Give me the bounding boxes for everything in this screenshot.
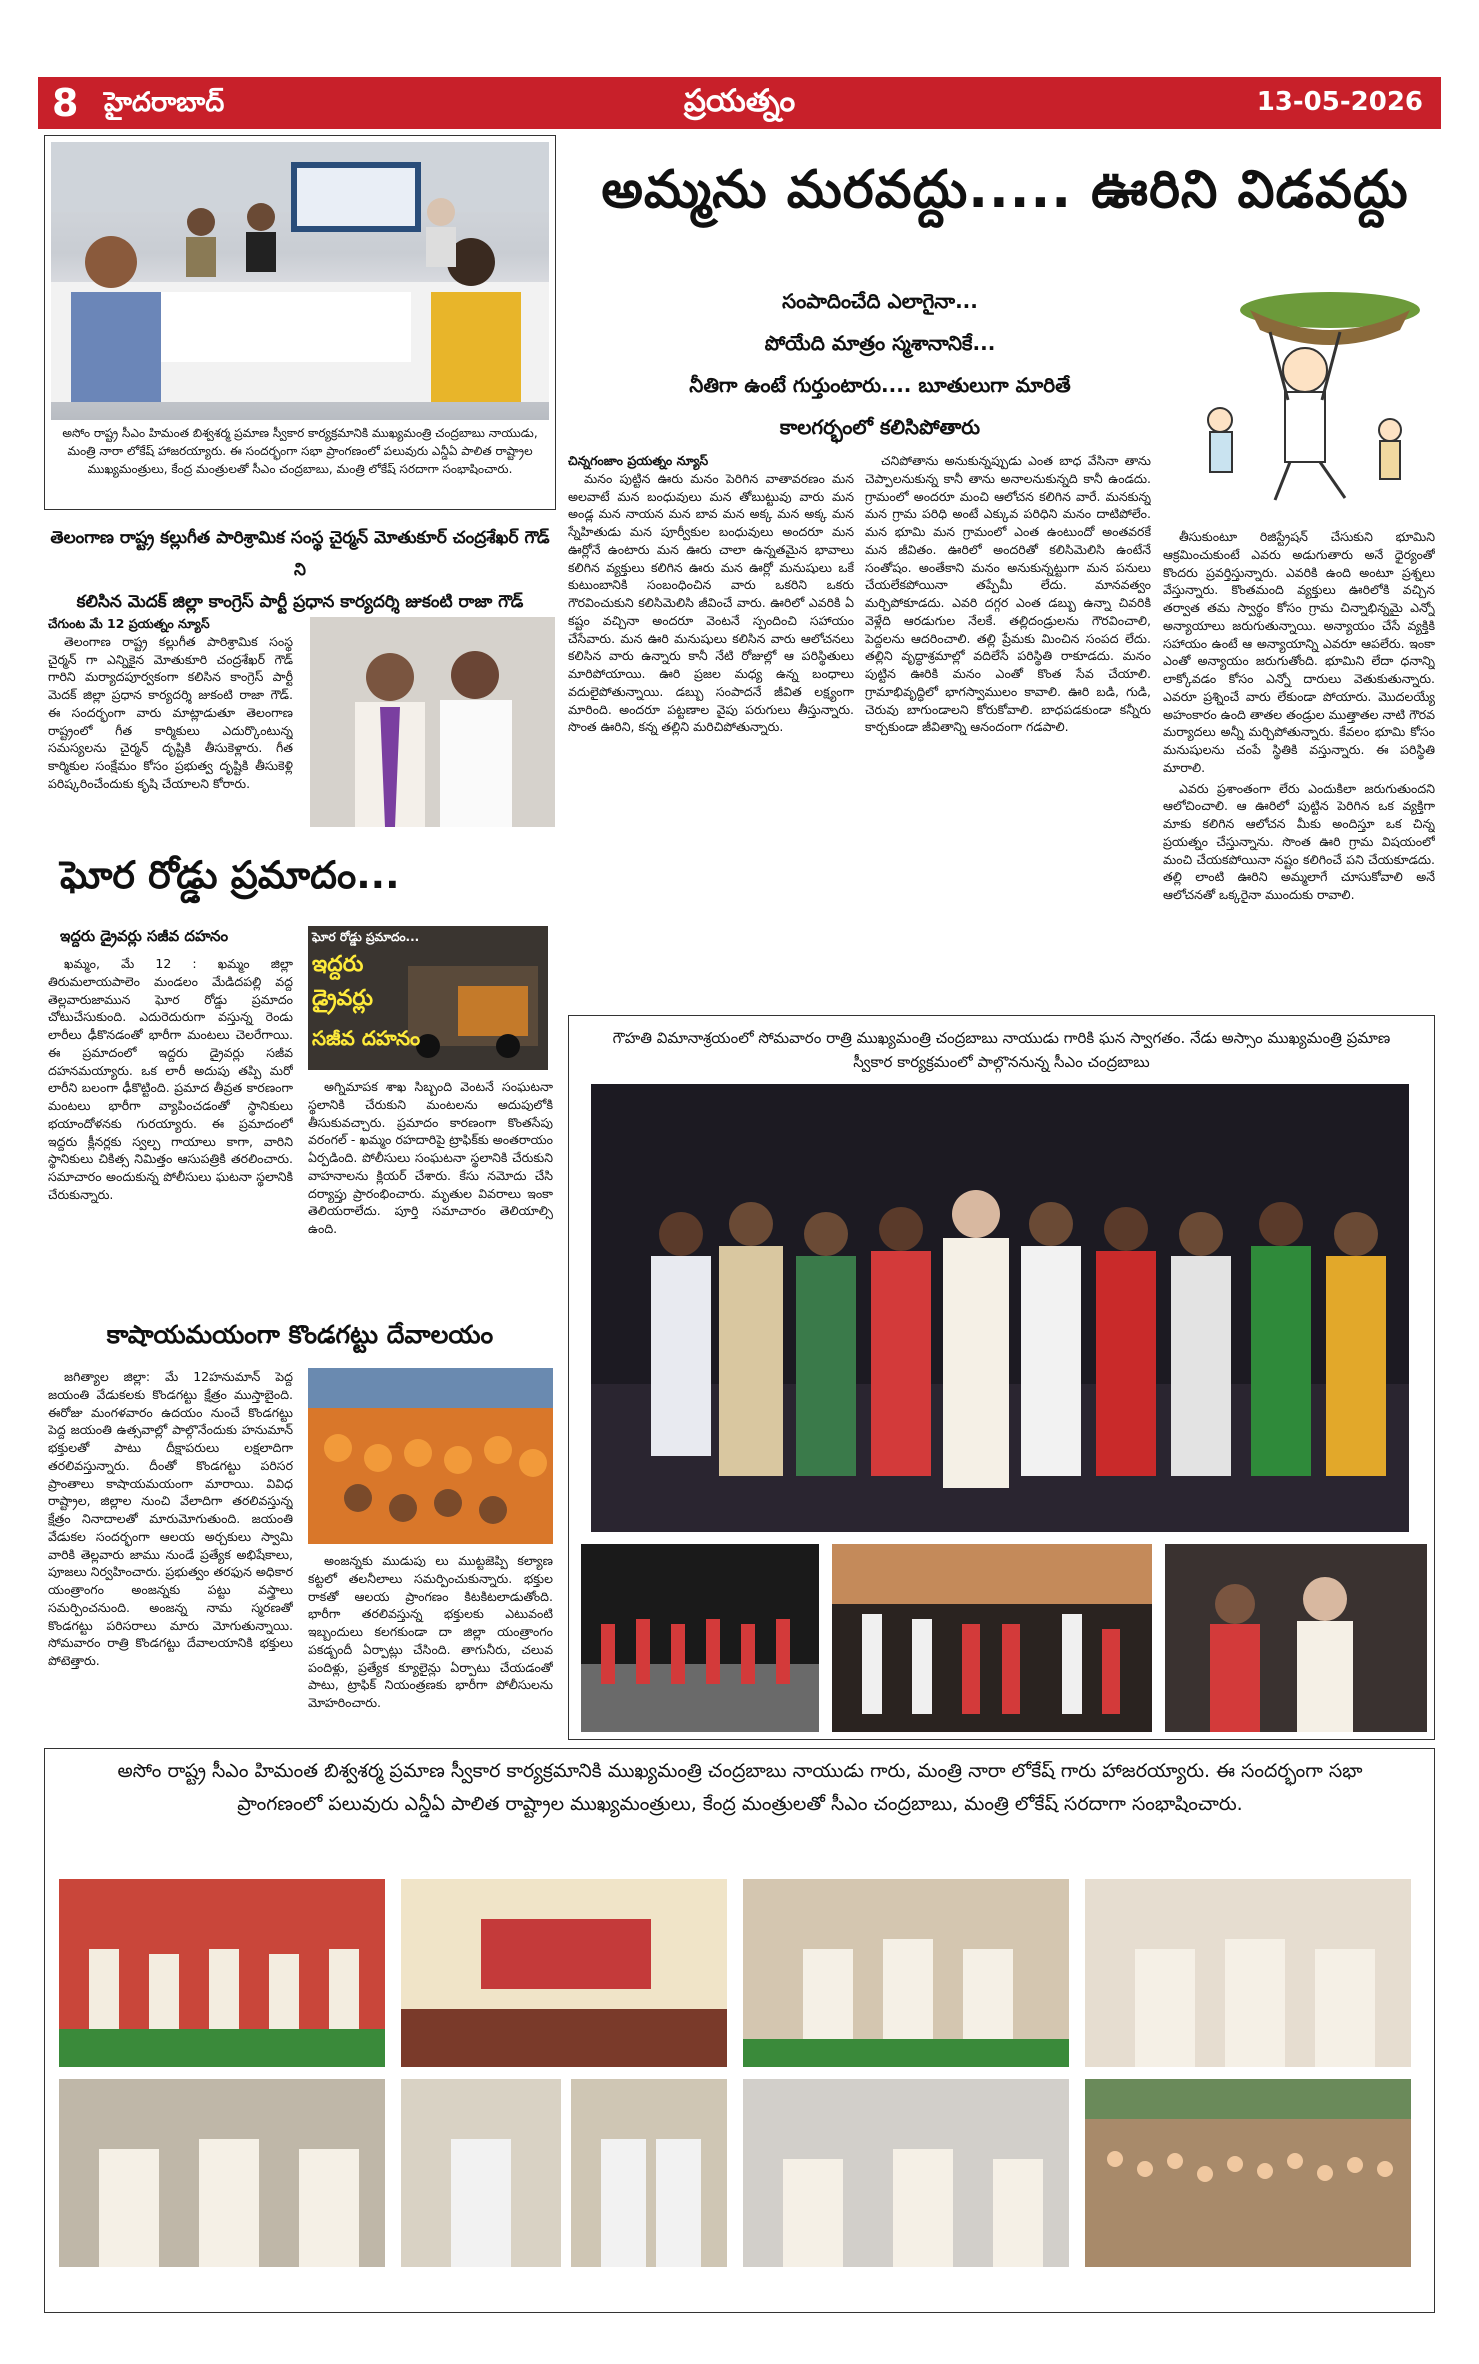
temple-col-2: [308, 1552, 553, 1730]
temple-paragraph: అంజన్నకు ముడుపు లు ముట్టజెప్పి కల్యాణ కట్టలో తలనీలాలు సమర్పించుకున్నారు. భక్తుల రాకతో ఆలయ ప్రాంగణం కిటకిటలాడుతోంది. భారీగా తరలివస్తున్న భక్తులకు ఎటువంటి ఇబ్బందులు కలగకుండా దా జిల్లా యంత్రాంగం పకడ్బందీ ఏర్పాట్లు చేసింది. తాగునీరు, చలువ పందిళ్లు, ప్రత్యేక క్యూలైన్లు ఏర్పాటు చేయడంతో పాటు, ట్రాఫిక్ నియంత్రణకు భారీగా పోలీసులను మోహరించారు.: [308, 1553, 553, 1710]
gallery-photo: [59, 1879, 385, 2067]
accident-photo: [308, 926, 548, 1070]
temple-photo: [308, 1368, 553, 1544]
meeting-photo-caption: అసోం రాష్ట్ర సీఎం హిమంత బిశ్వశర్మ ప్రమాణ స్వీకార కార్యక్రమానికి ముఖ్యమంత్రి చంద్రబాబు నాయుడు, మంత్రి నారా లోకేష్ హాజరయ్యారు. ఈ సందర్భంగా సభా ప్రాంగణంలో పలువురు ఎన్డీఏ పాలిత రాష్ట్రాల ముఖ్యమంత్రులు, కేంద్ర మంత్రులతో సీఎం చంద్రబాబు, మంత్రి లోకేష్ సరదాగా సంభాషించారు.: [62, 426, 538, 476]
telangana-headline-line: కలిసిన మెదక్ జిల్లా కాంగ్రెస్ పార్టీ ప్రధాన కార్యదర్శి జుకంటి రాజా గౌడ్: [76, 592, 524, 612]
verse-line: కాలగర్భంలో కలిసిపోతారు: [779, 415, 981, 439]
lead-dateline: చిన్నగంజాం ప్రయత్నం న్యూస్: [568, 453, 709, 468]
page-number: 8: [52, 81, 79, 125]
telangana-paragraph: తెలంగాణ రాష్ట్ర కల్లుగీత పారిశ్రామిక సంస్థ చైర్మన్ గా ఎన్నికైన మోతుకూరి చంద్రశేఖర్ గౌడ్ గారిని మర్యాదపూర్వకంగా కలిసిన కాంగ్రెస్ పార్టీ మెదక్ జిల్లా ప్రధాన కార్యదర్శి జుకంటి రాజా గౌడ్. ఈ సందర్భంగా వారు మాట్లాడుతూ తెలంగాణ రాష్ట్రంలో గీత కార్మికులు ఎదుర్కొంటున్న సమస్యలను చైర్మన్ దృష్టికి తీసుకెళ్లారు. గీత కార్మికుల సంక్షేమం కోసం ప్రభుత్వ దృష్టికి తీసుకెళ్లి పరిష్కరించేందుకు కృషి చేయాలని కోరారు.: [48, 633, 293, 791]
gallery-photo: [59, 2079, 385, 2267]
assam-small-photo: [1165, 1544, 1427, 1732]
bottom-gallery-caption: అసోం రాష్ట్ర సీఎం హిమంత బిశ్వశర్మ ప్రమాణ స్వీకార కార్యక్రమానికి ముఖ్యమంత్రి చంద్రబాబు నాయుడు గారు, మంత్రి నారా లోకేష్ గారు హాజరయ్యారు. ఈ సందర్భంగా సభా ప్రాంగణంలో పలువురు ఎన్డీఏ పాలిత రాష్ట్రాల ముఖ్యమంత్రులు, కేంద్ర మంత్రులతో సీఎం చంద్రబాబు, మంత్రి లోకేష్ సరదాగా సంభాషించారు.: [117, 1760, 1363, 1816]
temple-headline: కాషాయమయంగా కొండగట్టు దేవాలయం: [106, 1320, 494, 1349]
gallery-photo: [571, 2079, 727, 2267]
gallery-photo: [1085, 1879, 1411, 2067]
accident-paragraph: అగ్నిమాపక శాఖ సిబ్బంది వెంటనే సంఘటనా స్థలానికి చేరుకుని మంటలను అదుపులోకి తీసుకువచ్చారు. ప్రమాదం కారణంగా కొంతసేపు వరంగల్ - ఖమ్మం రహదారిపై ట్రాఫిక్‌కు అంతరాయం ఏర్పడింది. పోలీసులు సంఘటనా స్థలానికి చేరుకుని వాహనాలను క్లియర్ చేశారు. కేసు నమోదు చేసి దర్యాప్తు ప్రారంభించారు. మృతుల వివరాలు ఇంకా తెలియరాలేదు. పూర్తి సమాచారం తెలియాల్సి ఉంది.: [308, 1079, 553, 1236]
lead-headline: అమ్మను మరవద్దు..... ఊరిని విడవద్దు: [601, 160, 1409, 220]
accident-subhead: ఇద్దరు డ్రైవర్లు సజీవ దహనం: [60, 927, 229, 945]
accident-photo-overlay-small: ఘోర రోడ్డు ప్రమాదం...: [312, 930, 420, 944]
cartoon-illustration: [1180, 270, 1430, 510]
telangana-headline: [50, 522, 550, 618]
accident-photo-overlay-big: డ్రైవర్లు: [312, 986, 373, 1011]
accident-headline: ఘోర రోడ్డు ప్రమాదం...: [60, 853, 400, 897]
assam-small-photo: [832, 1544, 1152, 1732]
telangana-body: [48, 615, 293, 845]
gallery-photo: [743, 1879, 1069, 2067]
accident-photo-overlay-big: సజీవ దహనం: [312, 1026, 421, 1050]
telangana-dateline: చేగుంట మే 12 ప్రయత్నం న్యూస్: [48, 616, 210, 631]
gallery-photo: [743, 2079, 1069, 2267]
bottom-gallery-box: [44, 1748, 1435, 2313]
assam-event-caption: గౌహతి విమానాశ్రయంలో సోమవారం రాత్రి ముఖ్యమంత్రి చంద్రబాబు నాయుడు గారికి ఘన స్వాగతం. నేడు అస్సాం ముఖ్యమంత్రి ప్రమాణ స్వీకార కార్యక్రమంలో పాల్గొననున్న సీఎం చంద్రబాబు: [612, 1029, 1391, 1071]
lead-col-3: [1163, 528, 1435, 1002]
lead-paragraph: చనిపోతాను అనుకున్నప్పుడు ఎంత బాధ వేసినా తాను చెప్పాలనుకున్న కానీ తాను అనాలనుకున్నది కానీ ఉండదు. గ్రామంలో అందరూ మంచి ఆలోచన కలిగిన వారే. మనకున్న మన గ్రామ పరిధి అంటే ఎక్కువ పరిధిని మనం దాటిపోలేం. మన భూమి మన గ్రామంలో ఎంత ఉంటుందో అంతవరకే మన జీవితం. ఊరిలో అందరితో కలిసిమెలిసి ఉంటేనే సంతోషం. అంతేకాని మనం అనుకున్నట్టుగా మన పనులు చేయలేకపోయినా తప్పేమీ లేదు. మానవత్వం మర్చిపోకూడదు. ఎవరి దగ్గర ఎంత డబ్బు ఉన్నా చివరికి వెళ్లేది ఆరడుగుల నేలకే. తల్లిదండ్రులను గౌరవించాలి, పెద్దలను ఆదరించాలి. తల్లి ప్రేమకు మించిన సంపద లేదు. తల్లిని వృద్ధాశ్రమాల్లో వదిలేసే పరిస్థితి రాకూడదు. మనం పుట్టిన ఊరికి మనం ఎంతో కొంత సేవ చేయాలి. గ్రామాభివృద్ధిలో భాగస్వాములం కావాలి. ఊరి బడి, గుడి, చెరువు బాగుండాలని కోరుకోవాలి. బాధపడకుండా కన్నీరు కార్చకుండా జీవితాన్ని ఆనందంగా గడపాలి.: [865, 453, 1151, 735]
accident-col-1: [48, 955, 293, 1310]
lead-verse: [590, 280, 1170, 448]
lead-col-2: [865, 452, 1151, 1002]
lead-paragraph: తీసుకుంటూ రిజిస్ట్రేషన్ చేసుకుని భూమిని ఆక్రమించుకుంటే ఎవరు అడుగుతారు అనే ధైర్యంతో కొందరు ప్రవర్తిస్తున్నారు. ఎవరికి ఉంది అంటూ ప్రశ్నలు వేస్తున్నారు. కొంతమంది వ్యక్తులు ఊరిలోకి వచ్చిన తర్వాత తమ స్వార్థం కోసం గ్రామ చిన్నాభిన్నమై ఎన్నో అన్యాయాలు జరుగుతున్నాయి. అన్యాయం చేసే వ్యక్తికి సహాయం ఉంటే ఆ అన్యాయాన్ని ఎవరూ ఆపలేరు. ఇంకా ఎంతో అన్యాయం జరుగుతోంది. భూమిని లేదా ధనాన్ని లాక్కోవడం కోసం ఎన్నో దారులు వెతుకుతున్నారు. ఎవరూ ప్రశ్నించే వారు లేకుండా పోయారు. మొదలయ్యే అహంకారం ఉంది తాతల తండ్రుల ముత్తాతల నాటి గౌరవ మర్యాదలు అన్నీ మర్చిపోతున్నారు. కేవలం భూమి కోసం మనుషులను చంపే స్థితికి వస్తున్నారు. ఈ పరిస్థితి మారాలి.: [1163, 529, 1435, 775]
gallery-photo: [401, 1879, 727, 2067]
verse-line: నీతిగా ఉంటే గుర్తుంటారు.... బూతులుగా మారితే: [689, 373, 1071, 397]
meeting-photo-box: [44, 135, 556, 510]
assam-main-photo: [591, 1084, 1409, 1532]
telangana-photo: [310, 617, 555, 827]
verse-line: పోయేది మాత్రం స్మశానానికే...: [764, 331, 996, 355]
lead-paragraph: మనం పుట్టిన ఊరు మనం పెరిగిన వాతావరణం మన అలవాటే మన బంధువులు మన తోబుట్టువు వారు మన అండ్ల మన నాయన మన బావ మన అక్క మన అక్క మన స్నేహితుడు మన పూర్వీకుల బంధువులు అందరూ మన ఊర్లోనే ఉంటారు మన ఊరు చాలా ఉన్నతమైన భావాలు కలిగిన వ్యక్తులు కలిగిన ఊరు మన ఊర్లో మనుషులు ఒకే కుటుంబానికి సంబంధించిన వారు ఒకరిని ఒకరు గౌరవించుకుని కలిసిమెలిసి జీవించే వారు. ఊరిలో ఎవరికి ఏ కష్టం వచ్చినా అందరూ వెంటనే స్పందించి సహాయం చేసేవారు. మన ఊరి మనుషులు కలిసిన వారు ఆలోచనలు కలిసిన వారు ఉన్నారు కానీ నేటి రోజుల్లో ఆ పరిస్థితులు మారిపోయాయి. ఊరి ప్రజల మధ్య ఉన్న బంధాలు వదులైపోతున్నాయి. డబ్బు సంపాదనే జీవిత లక్ష్యంగా మారింది. అందరూ పట్టణాల వైపు పరుగులు తీస్తున్నారు. సొంత ఊరిని, కన్న తల్లిని మరిచిపోతున్నారు.: [568, 470, 854, 735]
lead-col-1: [568, 452, 854, 1002]
gallery-photo: [401, 2079, 561, 2267]
issue-date: 13-05-2026: [1256, 87, 1423, 117]
city-label: హైదరాబాద్: [104, 87, 225, 118]
assam-small-photo: [581, 1544, 819, 1732]
temple-col-1: [48, 1368, 293, 1730]
paper-name: ప్రయత్నం: [683, 83, 796, 119]
gallery-photo: [1085, 2079, 1411, 2267]
masthead-bar: [38, 77, 1441, 129]
meeting-photo: [51, 142, 549, 420]
accident-col-2: [308, 1078, 553, 1308]
accident-photo-overlay-big: ఇద్దరు: [312, 952, 364, 977]
verse-line: సంపాదించేది ఎలాగైనా...: [782, 289, 978, 313]
lead-paragraph: ఎవరు ప్రశాంతంగా లేరు ఎందుకిలా జరుగుతుందని ఆలోచించాలి. ఆ ఊరిలో పుట్టిన పెరిగిన ఒక వ్యక్తిగా మాకు కలిగిన ఆలోచన మీకు అందిస్తూ ఒక చిన్న ప్రయత్నం చేస్తున్నాను. సొంత ఊరి గ్రామ విషయంలో మంచి చేయకపోయినా నష్టం కలిగించే పని చేయకూడదు. తల్లి లాంటి ఊరిని అమ్మలాగే చూసుకోవాలి అనే ఆలోచనతో ఒక్కరైనా ముందుకు రావాలి.: [1163, 780, 1435, 902]
telangana-headline-line: తెలంగాణ రాష్ట్ర కల్లుగీత పారిశ్రామిక సంస్థ చైర్మన్ మోతుకూర్ చంద్రశేఖర్ గౌడ్ ని: [50, 528, 550, 580]
accident-paragraph: ఖమ్మం, మే 12 : ఖమ్మం జిల్లా తిరుమలాయపాలెం మండలం మేడిదపల్లి వద్ద తెల్లవారుజామున ఘోర రోడ్డు ప్రమాదం చోటుచేసుకుంది. ఎదురెదురుగా వస్తున్న రెండు లారీలు ఢీకొనడంతో భారీగా మంటలు చెలరేగాయి. ఈ ప్రమాదంలో ఇద్దరు డ్రైవర్లు సజీవ దహనమయ్యారు. ఒక లారీ అదుపు తప్పి మరో లారీని బలంగా ఢీకొట్టింది. ప్రమాద తీవ్రత కారణంగా మంటలు భారీగా వ్యాపించడంతో స్థానికులు భయాందోళనకు గురయ్యారు. ఈ ప్రమాదంలో ఇద్దరు క్లీనర్లకు స్వల్ప గాయాలు కాగా, వారిని స్థానికులు చికిత్స నిమిత్తం ఆసుపత్రికి తరలించారు. సమాచారం అందుకున్న పోలీసులు ఘటనా స్థలానికి చేరుకున్నారు.: [48, 956, 293, 1202]
temple-paragraph: జగిత్యాల జిల్లా: మే 12హనుమాన్ పెద్ద జయంతి వేడుకలకు కొండగట్టు క్షేత్రం ముస్తాబైంది. ఈరోజు మంగళవారం ఉదయం నుంచే కొండగట్టు పెద్ద జయంతి ఉత్సవాల్లో పాల్గొనేందుకు హనుమాన్ భక్తులతో పాటు దీక్షాపరులు లక్షలాదిగా తరలివస్తున్నారు. దీంతో కొండగట్టు పరిసర ప్రాంతాలు కాషాయమయంగా మారాయి. వివిధ రాష్ట్రాల, జిల్లాల నుంచి వేలాదిగా తరలివస్తున్న క్షేత్రం నినాదాలతో మారుమోగుతుంది. జయంతి వేడుకల సందర్భంగా ఆలయ అర్చకులు స్వామి వారికి తెల్లవారు జాము నుండే ప్రత్యేక అభిషేకాలు, పూజలు నిర్వహించారు. ప్రభుత్వం తరఫున అధికార యంత్రాంగం అంజన్నకు పట్టు వస్త్రాలు సమర్పించనుంది. అంజన్న నామ స్మరణతో కొండగట్టు పరిసరాలు మారు మోగుతున్నాయి. సోమవారం రాత్రి కొండగట్టు దేవాలయానికి భక్తులు పోటెత్తారు.: [48, 1369, 293, 1668]
assam-event-box: [568, 1015, 1435, 1740]
